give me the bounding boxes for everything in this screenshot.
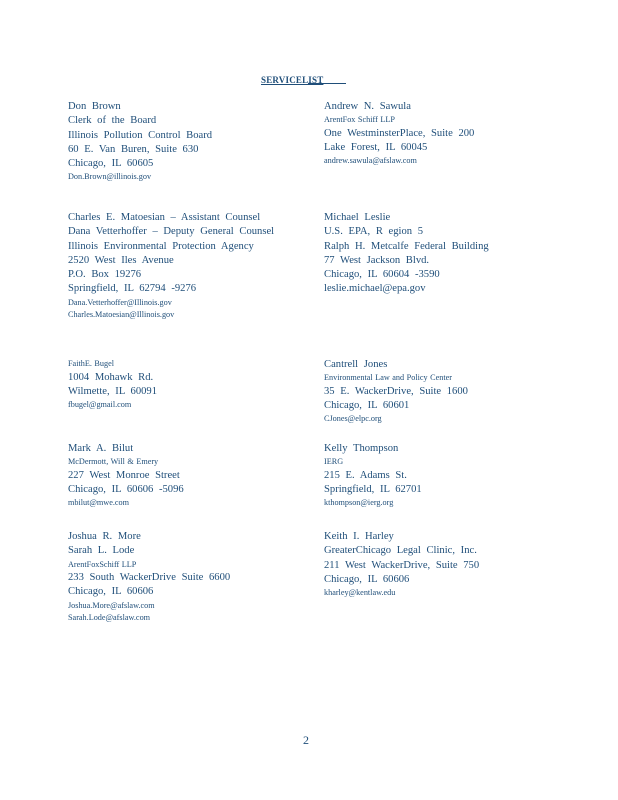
address-line: Chicago, IL 60606 xyxy=(324,573,410,585)
address-line: 227 West Monroe Street xyxy=(68,469,180,481)
address-line: P.O. Box 19276 xyxy=(68,269,142,281)
address-line: 211 West WackerDrive, Suite 750 xyxy=(324,559,480,571)
service-entry xyxy=(324,100,564,168)
address-line: 215 E. Adams St. xyxy=(324,469,407,481)
service-entry xyxy=(68,442,308,510)
address-line: Illinois Environmental Protection Agency xyxy=(68,240,254,252)
email-address: andrew.sawula@afslaw.com xyxy=(324,156,417,166)
address-line: Sarah L. Lode xyxy=(68,545,135,557)
address-line: Environmental Law and Policy Center xyxy=(324,373,452,383)
address-line: ArentFoxSchiff LLP xyxy=(68,559,137,569)
address-line: ArentFox Schiff LLP xyxy=(324,115,395,125)
address-line: Chicago, IL 60606 xyxy=(68,586,154,598)
address-line: IERG xyxy=(324,457,344,467)
address-line: Joshua R. More xyxy=(68,531,141,542)
email-address: kthompson@ierg.org xyxy=(324,498,394,508)
email-address: Sarah.Lode@afslaw.com xyxy=(68,613,151,623)
address-line: Chicago, IL 60605 xyxy=(68,158,154,170)
address-line: Andrew N. Sawula xyxy=(324,101,411,112)
service-entry xyxy=(68,211,308,322)
address-line: Chicago, IL 60606 -5096 xyxy=(68,484,184,496)
address-line: Keith I. Harley xyxy=(324,531,394,542)
address-line: 2520 West Iles Avenue xyxy=(68,254,174,266)
address-line: Cantrell Jones xyxy=(324,359,388,370)
service-entry xyxy=(324,530,564,600)
address-line: Kelly Thompson xyxy=(324,443,399,454)
email-address: mbilut@mwe.com xyxy=(68,498,129,508)
email-address: leslie.michael@epa.gov xyxy=(324,283,426,295)
address-line: Chicago, IL 60601 xyxy=(324,400,410,412)
address-line: U.S. EPA, R egion 5 xyxy=(324,226,424,238)
address-line: GreaterChicago Legal Clinic, Inc. xyxy=(324,545,477,557)
service-entry xyxy=(68,530,308,625)
page-title: SERVICELIST xyxy=(261,75,346,85)
address-line: 60 E. Van Buren, Suite 630 xyxy=(68,143,199,155)
email-address: Joshua.More@afslaw.com xyxy=(68,600,155,610)
address-line: Lake Forest, IL 60045 xyxy=(324,142,428,154)
address-line: Ralph H. Metcalfe Federal Building xyxy=(324,240,489,252)
address-line: Illinois Pollution Control Board xyxy=(68,129,213,141)
address-line: Springfield, IL 62794 -9276 xyxy=(68,283,197,295)
email-address: kharley@kentlaw.edu xyxy=(324,588,396,598)
address-line: McDermott, Will & Emery xyxy=(68,457,159,467)
service-entry xyxy=(68,100,308,184)
email-address: CJones@elpc.org xyxy=(324,414,382,424)
service-entry xyxy=(324,211,564,297)
email-address: Dana.Vetterhoffer@Illinois.gov xyxy=(68,297,172,307)
address-line: Clerk of the Board xyxy=(68,115,157,127)
address-line: One WestminsterPlace, Suite 200 xyxy=(324,127,475,139)
page-number: 2 xyxy=(303,733,309,747)
service-entry xyxy=(324,358,564,426)
address-line: 1004 Mohawk Rd. xyxy=(68,371,154,383)
address-line: 77 West Jackson Blvd. xyxy=(324,254,430,266)
service-entry xyxy=(324,442,564,510)
email-address: Don.Brown@illinois.gov xyxy=(68,172,152,182)
address-line: 35 E. WackerDrive, Suite 1600 xyxy=(324,385,468,397)
address-line: Charles E. Matoesian – Assistant Counsel xyxy=(68,212,261,223)
email-address: Charles.Matoesian@Illinois.gov xyxy=(68,310,175,320)
address-line: Chicago, IL 60604 -3590 xyxy=(324,269,440,281)
address-line: Don Brown xyxy=(68,101,121,112)
address-line: Dana Vetterhoffer – Deputy General Counsel xyxy=(68,226,275,238)
address-line: 233 South WackerDrive Suite 6600 xyxy=(68,572,231,584)
address-line: Springfield, IL 62701 xyxy=(324,484,422,496)
email-address: fbugel@gmail.com xyxy=(68,400,132,410)
address-line: Wilmette, IL 60091 xyxy=(68,385,158,397)
service-entry xyxy=(68,358,308,412)
address-line: FaithE. Bugel xyxy=(68,359,114,368)
address-line: Michael Leslie xyxy=(324,212,391,223)
address-line: Mark A. Bilut xyxy=(68,443,134,454)
